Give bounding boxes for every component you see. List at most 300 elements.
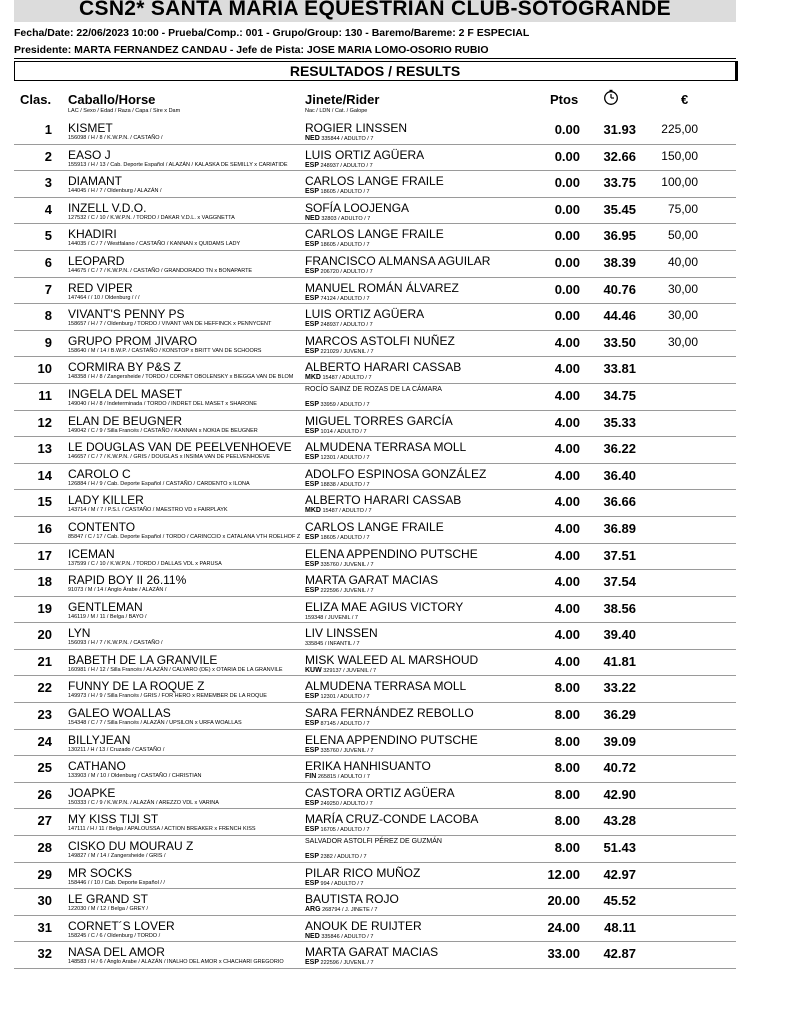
rider-license: 335760 / JUVENIL / 7 [320, 561, 374, 568]
horse-details: 146657 / C / 7 / K.W.P.N. / GRIS / DOUGLAS x INSIMA VAN DE PEELVENHOEVE [68, 454, 271, 461]
horse-name: CAROLO C [68, 466, 131, 481]
points: 0.00 [554, 254, 580, 270]
time: 40.76 [603, 281, 636, 297]
rank: 25 [37, 760, 52, 776]
rider-name: MARÍA CRUZ-CONDE LACOBA [305, 812, 479, 827]
rider-details [305, 640, 360, 647]
results-title: RESULTADOS / RESULTS [289, 63, 461, 79]
time: 36.89 [603, 520, 636, 536]
points: 0.00 [554, 122, 580, 137]
horse-name: MR SOCKS [68, 865, 133, 880]
table-row [0, 597, 800, 624]
clock-icon [603, 89, 619, 105]
rider-details [305, 853, 367, 860]
rider-name: ELIZA MAE AGIUS VICTORY [305, 599, 464, 614]
horse-name: CONTENTO [68, 519, 136, 534]
horse-name: EASO J [68, 147, 111, 162]
rider-nation: MKD [305, 507, 321, 515]
rank: 10 [37, 361, 52, 377]
horse-details: 144675 / C / 7 / K.W.P.N. / CASTAÑO / GRANDORADO TN x BONAPARTE [68, 267, 253, 274]
time: 41.81 [603, 653, 636, 669]
prize: 225,00 [661, 122, 698, 136]
time: 35.45 [603, 201, 636, 217]
rider-license: 329137 / JUVENIL / 7 [323, 667, 377, 674]
rider-details [305, 241, 370, 248]
rider-details [305, 348, 374, 355]
horse-details: 146119 / M / 11 / Belga / BAYO / [68, 613, 147, 620]
rider-nation: NED [305, 135, 320, 142]
points: 4.00 [554, 520, 580, 536]
rider-name: ANOUK DE RUIJTER [305, 918, 422, 933]
rider-nation: FIN [305, 773, 317, 781]
table-row [0, 517, 800, 544]
rider-license: 87145 / ADULTO / 7 [320, 721, 370, 728]
rider-license: 1014 / ADULTO / 7 [320, 428, 367, 435]
time: 42.90 [603, 786, 636, 802]
rank: 8 [44, 308, 52, 324]
column-clas: Clas. [20, 92, 52, 107]
rider-license: 32803 / ADULTO / 7 [321, 215, 371, 222]
horse-details: 147464 / / 10 / Oldenburg / / / [68, 294, 140, 301]
rank: 26 [37, 786, 52, 802]
rider-nation: KUW [305, 666, 322, 674]
rider-nation: ESP [305, 294, 320, 302]
column-rider: Jinete/Rider [305, 92, 380, 107]
rank: 24 [37, 733, 52, 749]
rider-details [305, 374, 372, 381]
rider-name: LUIS ORTIZ AGÜERA [305, 147, 425, 162]
rider-details [305, 747, 374, 754]
rider-details [305, 880, 363, 887]
column-rider-sub: Nac / LDN / Cat. / Galope [305, 108, 368, 114]
time: 36.66 [603, 494, 636, 510]
rider-license: 335844 / ADULTO / 7 [321, 136, 374, 142]
prize: 100,00 [661, 175, 698, 190]
rider-nation: ESP [305, 587, 320, 595]
time: 44.46 [603, 308, 636, 324]
rider-details [305, 401, 370, 408]
points: 4.00 [554, 627, 580, 643]
points: 8.00 [554, 707, 580, 723]
horse-name: BILLYJEAN [68, 732, 131, 747]
table-row [0, 676, 800, 703]
rider-nation: ESP [305, 241, 320, 249]
rider-details [305, 162, 373, 169]
rider-license: 206720 / ADULTO / 7 [320, 268, 373, 275]
time: 34.75 [603, 387, 636, 403]
rider-name: MARCOS ASTOLFI NUÑEZ [305, 333, 455, 348]
rank: 15 [37, 494, 52, 510]
rank: 21 [37, 653, 52, 669]
rank: 4 [44, 201, 52, 217]
rider-details [305, 428, 367, 435]
horse-details: 133903 / M / 10 / Oldenburg / CASTAÑO / CHRISTIAN [68, 773, 202, 780]
rider-license: 248937 / ADULTO / 7 [320, 162, 373, 169]
table-row [0, 118, 800, 145]
rider-details [305, 933, 373, 940]
rider-nation: MKD [305, 374, 321, 382]
time: 36.29 [603, 707, 636, 723]
horse-name: KHADIRI [68, 227, 117, 242]
time: 40.72 [603, 760, 636, 776]
time: 48.11 [604, 919, 636, 935]
rider-name: MANUEL ROMÁN ÁLVAREZ [305, 280, 459, 295]
points: 12.00 [547, 866, 580, 882]
points: 8.00 [554, 680, 580, 696]
time: 36.95 [603, 228, 636, 244]
rider-license: 222596 / JUVENIL / 7 [320, 588, 374, 595]
rider-license: 18605 / ADULTO / 7 [320, 242, 370, 249]
rank: 9 [44, 334, 52, 350]
points: 4.00 [554, 600, 580, 616]
rider-name: ADOLFO ESPINOSA GONZÁLEZ [305, 466, 487, 481]
table-row [0, 171, 800, 198]
points: 33.00 [547, 946, 580, 962]
horse-details: 126884 / H / 9 / Cab. Deporte Español / CASTAÑO / CARDENTO x ILONA [68, 480, 250, 487]
rider-details [305, 773, 370, 780]
horse-name: LYN [68, 626, 91, 641]
rider-details [305, 534, 370, 541]
rider-nation: ESP [305, 959, 320, 967]
rider-name: SALVADOR ASTOLFI PÉREZ DE GUZMÁN [305, 838, 442, 846]
table-row [0, 730, 800, 757]
horse-name: RED VIPER [68, 280, 133, 295]
rider-name: SOFÍA LOOJENGA [305, 200, 410, 215]
rider-nation: ESP [305, 188, 320, 196]
rider-name: ALBERTO HARARI CASSAB [305, 493, 462, 508]
rider-nation: ESP [305, 746, 320, 754]
horse-details: 149827 / M / 14 / Zangersheide / GRIS / [68, 853, 166, 860]
horse-name: GRUPO PROM JIVARO [68, 333, 198, 348]
horse-details: 149040 / H / 8 / Indeterminada / TORDO / INDRET DEL MASET x SHARONE [68, 400, 257, 407]
prize: 75,00 [667, 201, 698, 216]
rider-name: SARA FERNÁNDEZ REBOLLO [305, 706, 474, 721]
rider-details [305, 561, 374, 568]
rider-details [305, 295, 370, 302]
column-horse-sub: LAC / Sexo / Edad / Raza / Capa / Sire x Dam [68, 108, 181, 114]
horse-name: FUNNY DE LA ROQUE Z [68, 679, 205, 694]
rider-license: 12301 / ADULTO / 7 [320, 455, 370, 462]
time: 42.87 [603, 946, 636, 962]
rank: 1 [44, 122, 52, 137]
rank: 7 [44, 281, 52, 297]
horse-details: 85847 / C / 17 / Cab. Deporte Español / TORDO / CARINCCIO x CATALANA VTH ROELHOF Z [68, 533, 301, 540]
points: 8.00 [554, 760, 580, 776]
rider-details [305, 587, 374, 594]
table-row [0, 809, 800, 836]
table-row [0, 251, 800, 278]
horse-details: 148358 / H / 8 / Zangersheide / TORDO / CORNET OBOLENSKY x BIEGGA VAN DE BLOM [68, 374, 294, 381]
rider-nation: ESP [305, 826, 320, 834]
results-table [0, 118, 800, 969]
rider-name: CASTORA ORTIZ AGÜERA [305, 785, 455, 800]
rider-details [305, 667, 376, 674]
time: 45.52 [603, 893, 636, 909]
rider-name: MARTA GARAT MACIAS [305, 573, 439, 588]
rider-nation: ESP [305, 853, 320, 861]
horse-name: BABETH DE LA GRANVILE [68, 652, 218, 667]
time: 37.51 [603, 547, 636, 563]
table-row [0, 570, 800, 597]
points: 8.00 [554, 733, 580, 749]
horse-details: 154348 / C / 7 / Silla Francés / ALAZÁN / UPSILON x URFA WOALLAS [68, 720, 242, 727]
horse-details: 156093 / H / 7 / K.W.P.N. / CASTAÑO / [68, 640, 163, 647]
rider-nation: NED [305, 932, 320, 940]
table-row [0, 756, 800, 783]
rider-license: 994 / ADULTO / 7 [320, 880, 364, 887]
horse-details: 158245 / C / 6 / Oldenburg / TORDO / [68, 932, 161, 939]
horse-details: 156098 / H / 8 / K.W.P.N. / CASTAÑO / [68, 135, 163, 141]
rider-license: 15487 / ADULTO / 7 [322, 375, 372, 382]
rider-license: 335845 / INFANTIL / 7 [305, 641, 360, 648]
rider-name: CARLOS LANGE FRAILE [305, 227, 444, 242]
rider-license: 221029 / JUVENIL / 7 [320, 348, 374, 355]
horse-name: NASA DEL AMOR [68, 945, 165, 960]
rider-details [305, 454, 370, 461]
table-row [0, 437, 800, 464]
rider-license: 159348 / JUVENIL / 7 [305, 614, 358, 621]
table-row [0, 198, 800, 225]
horse-details: 144045 / H / 7 / Oldenburg / ALAZÁN / [68, 188, 162, 195]
horse-name: CISKO DU MOURAU Z [68, 839, 194, 854]
table-row [0, 411, 800, 438]
table-row [0, 942, 800, 969]
table-row [0, 464, 800, 491]
rank: 17 [37, 547, 52, 563]
rider-nation: ESP [305, 347, 320, 355]
rank: 16 [37, 520, 52, 536]
rider-nation: ESP [305, 321, 320, 329]
rider-nation: ESP [305, 879, 320, 887]
prize: 30,00 [667, 334, 698, 349]
time: 37.54 [603, 574, 636, 590]
horse-details: 148583 / H / 6 / Anglo Arabe / ALAZÁN / INALHO DEL AMOR x CHACHARI GREGORIO [68, 959, 284, 966]
rider-name: LIV LINSSEN [305, 626, 378, 641]
prize: 30,00 [667, 281, 698, 296]
horse-details: 127532 / C / 10 / K.W.P.N. / TORDO / DAKAR V.D.L. x VAGGNETTA [68, 214, 235, 221]
time: 35.33 [603, 414, 636, 430]
horse-details: 91073 / M / 14 / Anglo Árabe / ALAZÁN / [68, 587, 167, 594]
rank: 20 [37, 627, 52, 643]
horse-details: 144035 / C / 7 / Westfalano / CASTAÑO / KANNAN x QUIDAMS LADY [68, 241, 241, 248]
rank: 30 [37, 893, 52, 909]
rider-license: 15487 / ADULTO / 7 [322, 508, 372, 515]
points: 4.00 [554, 653, 580, 669]
rank: 32 [37, 946, 52, 962]
officials-info: Presidente: MARTA FERNANDEZ CANDAU - Jefe de Pista: JOSE MARIA LOMO-OSORIO RUBIO [14, 44, 489, 56]
horse-details: 149973 / H / 9 / Silla Francés / GRIS / FOR HERO x REMEMBER DE LA ROQUE [68, 693, 267, 700]
points: 4.00 [554, 494, 580, 510]
rank: 11 [38, 387, 52, 403]
table-row [0, 863, 800, 890]
points: 0.00 [554, 201, 580, 217]
rider-name: ELENA APPENDINO PUTSCHE [305, 732, 478, 747]
rider-nation: ESP [305, 533, 320, 541]
points: 20.00 [547, 893, 580, 909]
horse-details: 143714 / M / 7 / P.S.I. / CASTAÑO / MAESTRO VD x FAIRPLAYK [68, 507, 228, 514]
rider-details [305, 135, 373, 142]
horse-name: CORNET´S LOVER [68, 918, 175, 933]
horse-details: 149042 / C / 9 / Silla Francés / CASTAÑO / KANNAN x NOKIA DE BEUGNER [68, 427, 258, 434]
table-row [0, 703, 800, 730]
rank: 3 [44, 175, 52, 191]
horse-details: 158640 / M / 14 / B.W.P. / CASTAÑO / KONSTOP x BRITT VAN DE SCHOORS [68, 347, 262, 354]
horse-name: CORMIRA BY P&S Z [68, 360, 182, 375]
rider-nation: ESP [305, 693, 320, 701]
rider-nation: ESP [305, 560, 320, 568]
horse-details: 158657 / H / 7 / Oldenburg / TORDO / VIVANT VAN DE HEFFINCK x PENNYCENT [68, 321, 272, 328]
rider-details [305, 906, 377, 913]
rank: 27 [37, 813, 52, 829]
horse-name: MY KISS TIJI ST [68, 812, 159, 827]
horse-details: 130211 / H / 13 / Cruzado / CASTAÑO / [68, 746, 165, 753]
rider-name: ROCÍO SAINZ DE ROZAS DE LA CÁMARA [305, 385, 442, 393]
rider-nation: ESP [305, 720, 320, 728]
rider-name: ALBERTO HARARI CASSAB [305, 360, 462, 375]
rider-name: MISK WALEED AL MARSHOUD [305, 652, 479, 667]
points: 8.00 [554, 786, 580, 802]
table-row [0, 783, 800, 810]
rank: 14 [37, 467, 52, 483]
horse-details: 122030 / M / 12 / Belga / GREY / [68, 906, 148, 913]
rider-details [305, 507, 372, 514]
time: 51.43 [603, 840, 636, 856]
rider-license: 18605 / ADULTO / 7 [320, 189, 370, 196]
prize: 30,00 [667, 308, 698, 323]
rider-nation: ARG [305, 906, 321, 914]
points: 4.00 [554, 361, 580, 377]
horse-name: CATHANO [68, 759, 126, 774]
horse-details: 150333 / C / 9 / K.W.P.N. / ALAZÁN / AREZZO VDL x VARINA [68, 799, 219, 806]
rider-nation: ESP [305, 480, 320, 488]
time: 42.97 [603, 866, 636, 882]
rider-details [305, 800, 373, 807]
table-row [0, 357, 800, 384]
prize: 50,00 [667, 228, 698, 243]
rider-license: 33959 / ADULTO / 7 [320, 401, 370, 408]
points: 4.00 [554, 441, 580, 457]
table-row [0, 145, 800, 172]
horse-name: GENTLEMAN [68, 599, 143, 614]
table-row [0, 544, 800, 571]
time: 33.81 [603, 361, 636, 377]
rider-license: 74124 / ADULTO / 7 [320, 295, 370, 302]
page-title: CSN2* SANTA MARIA EQUESTRIAN CLUB-SOTOGRANDE [79, 0, 671, 20]
time: 39.40 [603, 627, 636, 643]
rider-details [305, 693, 370, 700]
points: 0.00 [554, 228, 580, 244]
rank: 5 [44, 228, 52, 244]
horse-name: LE GRAND ST [68, 892, 149, 907]
horse-details: 137599 / C / 10 / K.W.P.N. / TORDO / DALLAS VDL x PARUSA [68, 560, 222, 567]
rider-name: CARLOS LANGE FRAILE [305, 174, 444, 189]
rider-name: BAUTISTA ROJO [305, 892, 399, 907]
time: 32.66 [603, 148, 636, 164]
rider-details [305, 614, 358, 621]
table-row [0, 304, 800, 331]
row-divider [14, 968, 736, 969]
horse-name: VIVANT'S PENNY PS [68, 307, 185, 322]
horse-name: DIAMANT [68, 174, 122, 189]
rider-name: ERIKA HANHISUANTO [305, 759, 431, 774]
time: 36.22 [603, 441, 636, 457]
rider-name: ELENA APPENDINO PUTSCHE [305, 546, 478, 561]
rank: 13 [37, 441, 52, 457]
rank: 2 [44, 148, 52, 164]
rank: 12 [37, 414, 52, 430]
horse-name: LE DOUGLAS VAN DE PEELVENHOEVE [68, 440, 292, 455]
rider-license: 248937 / ADULTO / 7 [320, 322, 373, 329]
rider-nation: ESP [305, 427, 320, 435]
rank: 6 [44, 254, 52, 270]
points: 0.00 [554, 175, 580, 191]
rider-license: 249250 / ADULTO / 7 [320, 800, 373, 807]
rider-name: MARTA GARAT MACIAS [305, 945, 439, 960]
rider-nation: ESP [305, 267, 320, 275]
time: 39.09 [603, 733, 636, 749]
rider-details [305, 321, 373, 328]
rider-license: 268794 / J. JINETE / 7 [322, 907, 378, 914]
horse-name: RAPID BOY II 26.11% [68, 573, 187, 588]
rider-details [305, 720, 370, 727]
rider-nation: ESP [305, 400, 320, 408]
rider-name: CARLOS LANGE FRAILE [305, 519, 444, 534]
time: 31.93 [603, 122, 636, 137]
column-horse: Caballo/Horse [68, 92, 156, 107]
time: 33.22 [603, 680, 636, 696]
horse-name: INZELL V.D.O. [68, 200, 147, 215]
column-prize: € [681, 92, 689, 107]
table-row [0, 490, 800, 517]
rank: 18 [37, 574, 52, 590]
time: 33.75 [603, 175, 636, 191]
horse-details: 155913 / H / 13 / Cab. Deporte Español / ALAZÁN / KALASKA DE SEMILLY x CARIATIDE [68, 161, 288, 168]
rank: 28 [37, 840, 52, 856]
points: 8.00 [554, 840, 580, 856]
points: 4.00 [554, 387, 580, 403]
horse-name: JOAPKE [68, 785, 116, 800]
points: 4.00 [554, 414, 580, 430]
horse-name: LADY KILLER [68, 493, 144, 508]
points: 0.00 [554, 308, 580, 324]
table-row [0, 623, 800, 650]
prize: 150,00 [661, 148, 698, 163]
rider-nation: ESP [305, 454, 320, 462]
time: 43.28 [603, 813, 636, 829]
rank: 29 [37, 866, 52, 882]
rider-license: 265815 / ADULTO / 7 [317, 774, 370, 781]
table-row [0, 836, 800, 863]
rider-details [305, 481, 370, 488]
rider-license: 12301 / ADULTO / 7 [320, 694, 370, 701]
rank: 23 [37, 707, 52, 723]
time: 38.39 [603, 254, 636, 270]
rider-license: 18838 / ADULTO / 7 [320, 481, 370, 488]
rider-name: ALMUDENA TERRASA MOLL [305, 440, 467, 455]
competition-info: Fecha/Date: 22/06/2023 10:00 - Prueba/Comp.: 001 - Grupo/Group: 130 - Baremo/Bareme: 2 F ESPECIAL [14, 27, 530, 39]
column-points: Ptos [550, 92, 579, 107]
rider-nation: ESP [305, 799, 320, 807]
points: 0.00 [554, 148, 580, 164]
rider-license: 18605 / ADULTO / 7 [320, 534, 370, 541]
points: 4.00 [554, 547, 580, 563]
horse-name: LEOPARD [68, 253, 125, 268]
rider-name: ALMUDENA TERRASA MOLL [305, 679, 467, 694]
table-row [0, 278, 800, 305]
rank: 31 [37, 919, 52, 935]
table-row [0, 650, 800, 677]
rider-details [305, 826, 370, 833]
